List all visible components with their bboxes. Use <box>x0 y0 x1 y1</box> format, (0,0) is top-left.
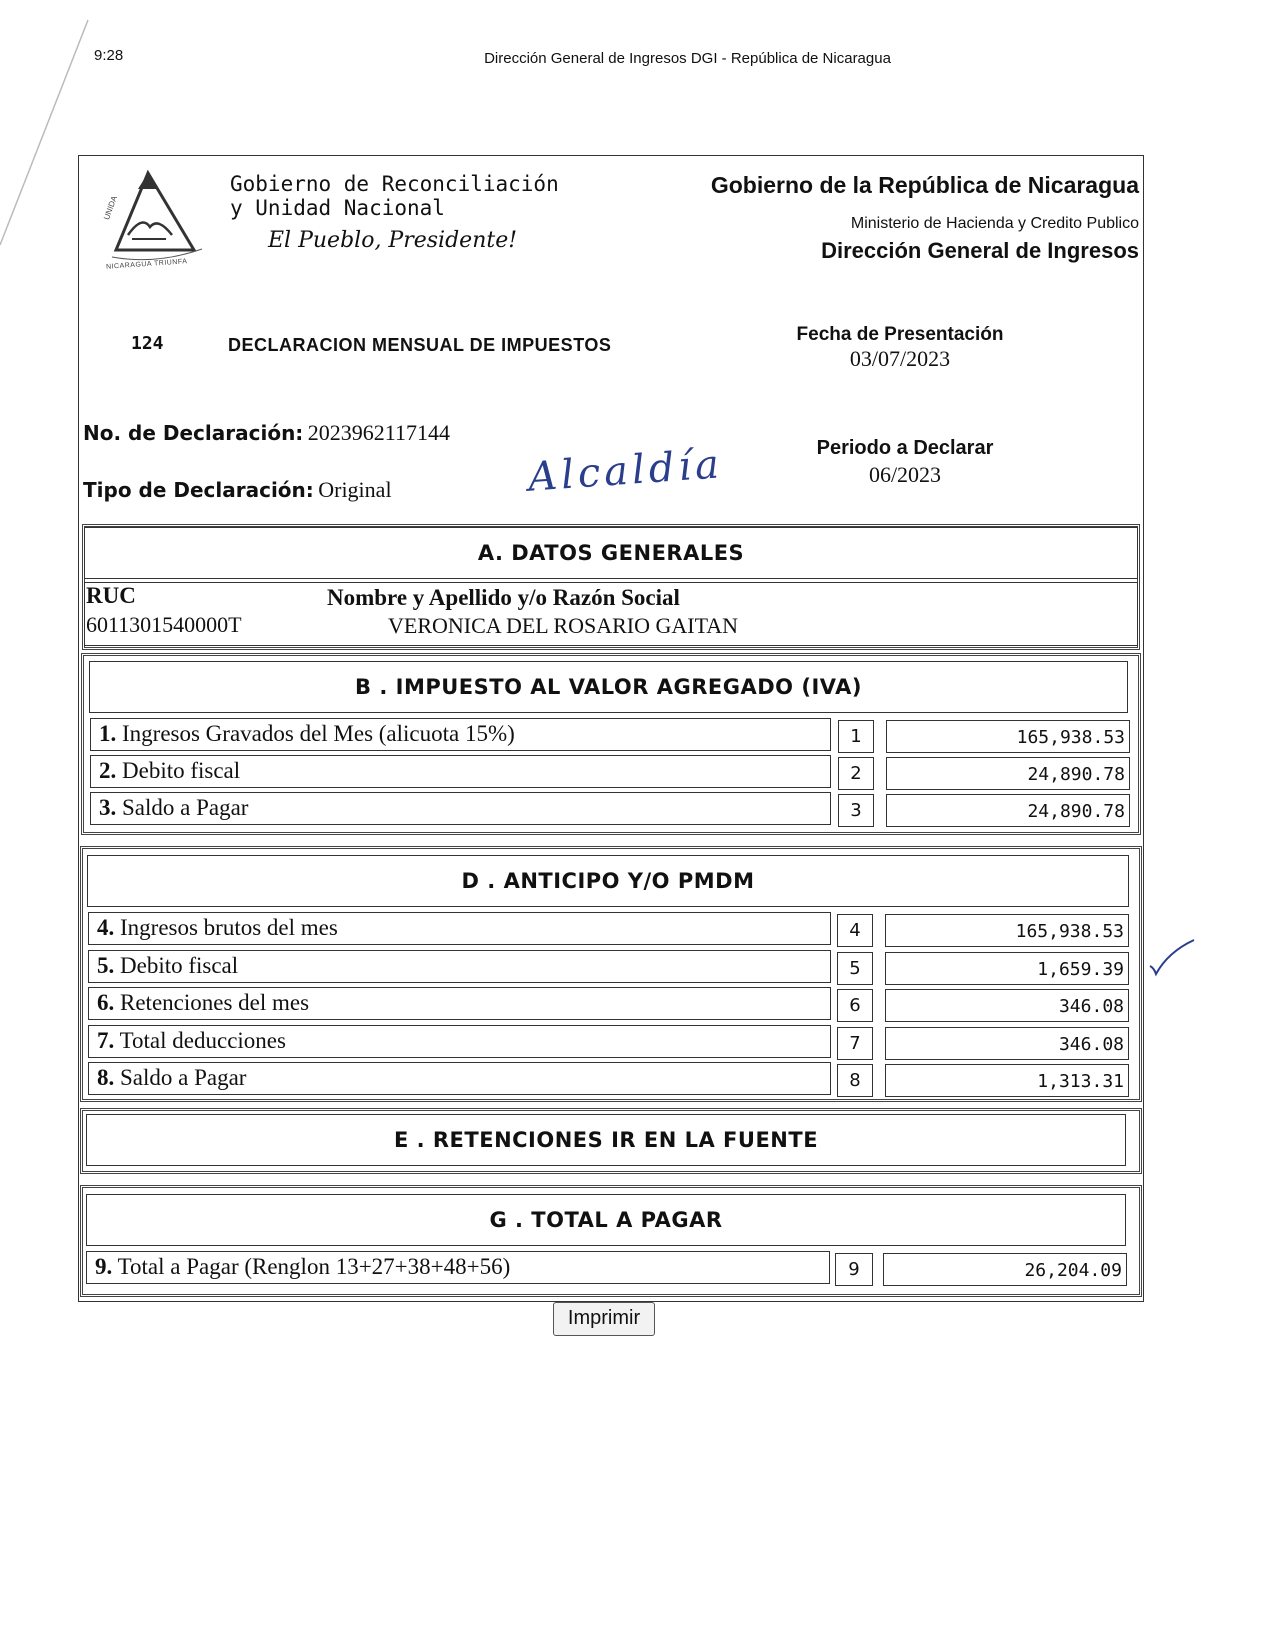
declaration-type-label: Tipo de Declaración: <box>83 478 314 502</box>
name-value: VERONICA DEL ROSARIO GAITAN <box>388 613 739 638</box>
dgi-name: Dirección General de Ingresos <box>821 238 1139 263</box>
row-label-text: Saldo a Pagar <box>120 1065 247 1090</box>
periodo-label: Periodo a Declarar <box>816 437 994 459</box>
row-number-prefix: 6. <box>97 990 115 1015</box>
row-label-text: Total deducciones <box>119 1027 286 1053</box>
declaration-type-value: Original <box>318 477 392 502</box>
declaration-number <box>83 420 450 446</box>
handwritten-note-text: Alcaldía <box>526 441 725 501</box>
handwritten-note <box>526 441 725 528</box>
ruc-value: 6011301540000T <box>86 612 242 637</box>
row-number-prefix: 8. <box>97 1065 115 1090</box>
row-label-text: Retenciones del mes <box>120 990 310 1015</box>
logo-side-text: UNIDA <box>102 194 119 222</box>
print-button[interactable]: Imprimir <box>553 1302 655 1336</box>
row-label-text: Debito fiscal <box>122 758 241 783</box>
row-number-prefix: 1. <box>99 721 117 746</box>
section-a-title: A. DATOS GENERALES <box>84 527 1138 579</box>
row-code: 6 <box>837 989 873 1022</box>
row-value: 24,890.78 <box>886 794 1130 827</box>
row-value: 165,938.53 <box>886 720 1130 753</box>
section-e-title: E . RETENCIONES IR EN LA FUENTE <box>86 1114 1126 1166</box>
row-label-text: Saldo a Pagar <box>122 795 249 820</box>
row-value: 346.08 <box>885 1027 1129 1060</box>
row-label-text: Total a Pagar (Renglon 13+27+38+48+56) <box>117 1254 511 1279</box>
row-value: 24,890.78 <box>886 757 1130 790</box>
row-label <box>90 755 831 788</box>
form-name: DECLARACION MENSUAL DE IMPUESTOS <box>228 335 612 355</box>
row-label-text: Ingresos Gravados del Mes (alicuota 15%) <box>122 721 515 746</box>
row-code: 8 <box>837 1064 873 1097</box>
gov-republic-title: Gobierno de la República de Nicaragua <box>710 172 1139 198</box>
row-label <box>88 950 831 983</box>
section-d-title: D . ANTICIPO Y/O PMDM <box>87 855 1129 907</box>
row-code: 4 <box>837 914 873 947</box>
row-label <box>86 1251 830 1284</box>
row-label <box>88 912 831 945</box>
fecha-label: Fecha de Presentación <box>796 324 1004 345</box>
ministry-name: Ministerio de Hacienda y Credito Publico <box>850 215 1139 232</box>
row-code: 9 <box>835 1253 873 1286</box>
row-value: 26,204.09 <box>883 1253 1127 1286</box>
row-label <box>90 718 831 751</box>
row-code: 7 <box>837 1027 873 1060</box>
fecha-value: 03/07/2023 <box>849 346 951 371</box>
periodo-value: 06/2023 <box>868 462 942 487</box>
row-label-text: Ingresos brutos del mes <box>120 915 338 940</box>
check-mark-icon <box>1148 938 1198 978</box>
section-b-title: B . IMPUESTO AL VALOR AGREGADO (IVA) <box>89 661 1128 713</box>
row-value: 1,313.31 <box>885 1064 1129 1097</box>
section-g-title: G . TOTAL A PAGAR <box>86 1194 1126 1246</box>
scan-edge-shadow <box>0 0 90 260</box>
declaration-number-value: 2023962117144 <box>307 420 450 445</box>
ruc-label: RUC <box>86 583 136 608</box>
row-number-prefix: 3. <box>99 795 117 820</box>
row-number-prefix: 9. <box>95 1254 113 1279</box>
gov-line-2: y Unidad Nacional <box>230 196 445 220</box>
row-label <box>90 792 831 825</box>
row-value: 165,938.53 <box>885 914 1129 947</box>
row-number-prefix: 5. <box>97 952 115 978</box>
row-code: 2 <box>838 757 874 790</box>
form-number: 124 <box>131 333 164 354</box>
row-number-prefix: 4. <box>97 915 115 940</box>
row-value: 346.08 <box>885 989 1129 1022</box>
row-value: 1,659.39 <box>885 952 1129 985</box>
name-label: Nombre y Apellido y/o Razón Social <box>327 585 680 610</box>
print-page-title: Dirección General de Ingresos DGI - República de Nicaragua <box>484 50 891 67</box>
row-label <box>88 1025 831 1058</box>
row-code: 1 <box>838 720 874 753</box>
slogan: El Pueblo, Presidente! <box>268 228 518 253</box>
declaration-type <box>83 477 392 503</box>
row-label-text: Debito fiscal <box>120 952 239 978</box>
logo-bottom-text: NICARAGUA TRIUNFA <box>105 258 188 271</box>
declaration-number-label: No. de Declaración: <box>83 421 304 445</box>
row-number-prefix: 7. <box>97 1027 115 1053</box>
print-time: 9:28 <box>94 47 124 64</box>
row-label <box>88 1062 831 1095</box>
row-code: 3 <box>838 794 874 827</box>
row-label <box>88 987 831 1020</box>
gov-line-1: Gobierno de Reconciliación <box>230 172 559 196</box>
row-number-prefix: 2. <box>99 758 117 783</box>
row-code: 5 <box>837 952 873 985</box>
